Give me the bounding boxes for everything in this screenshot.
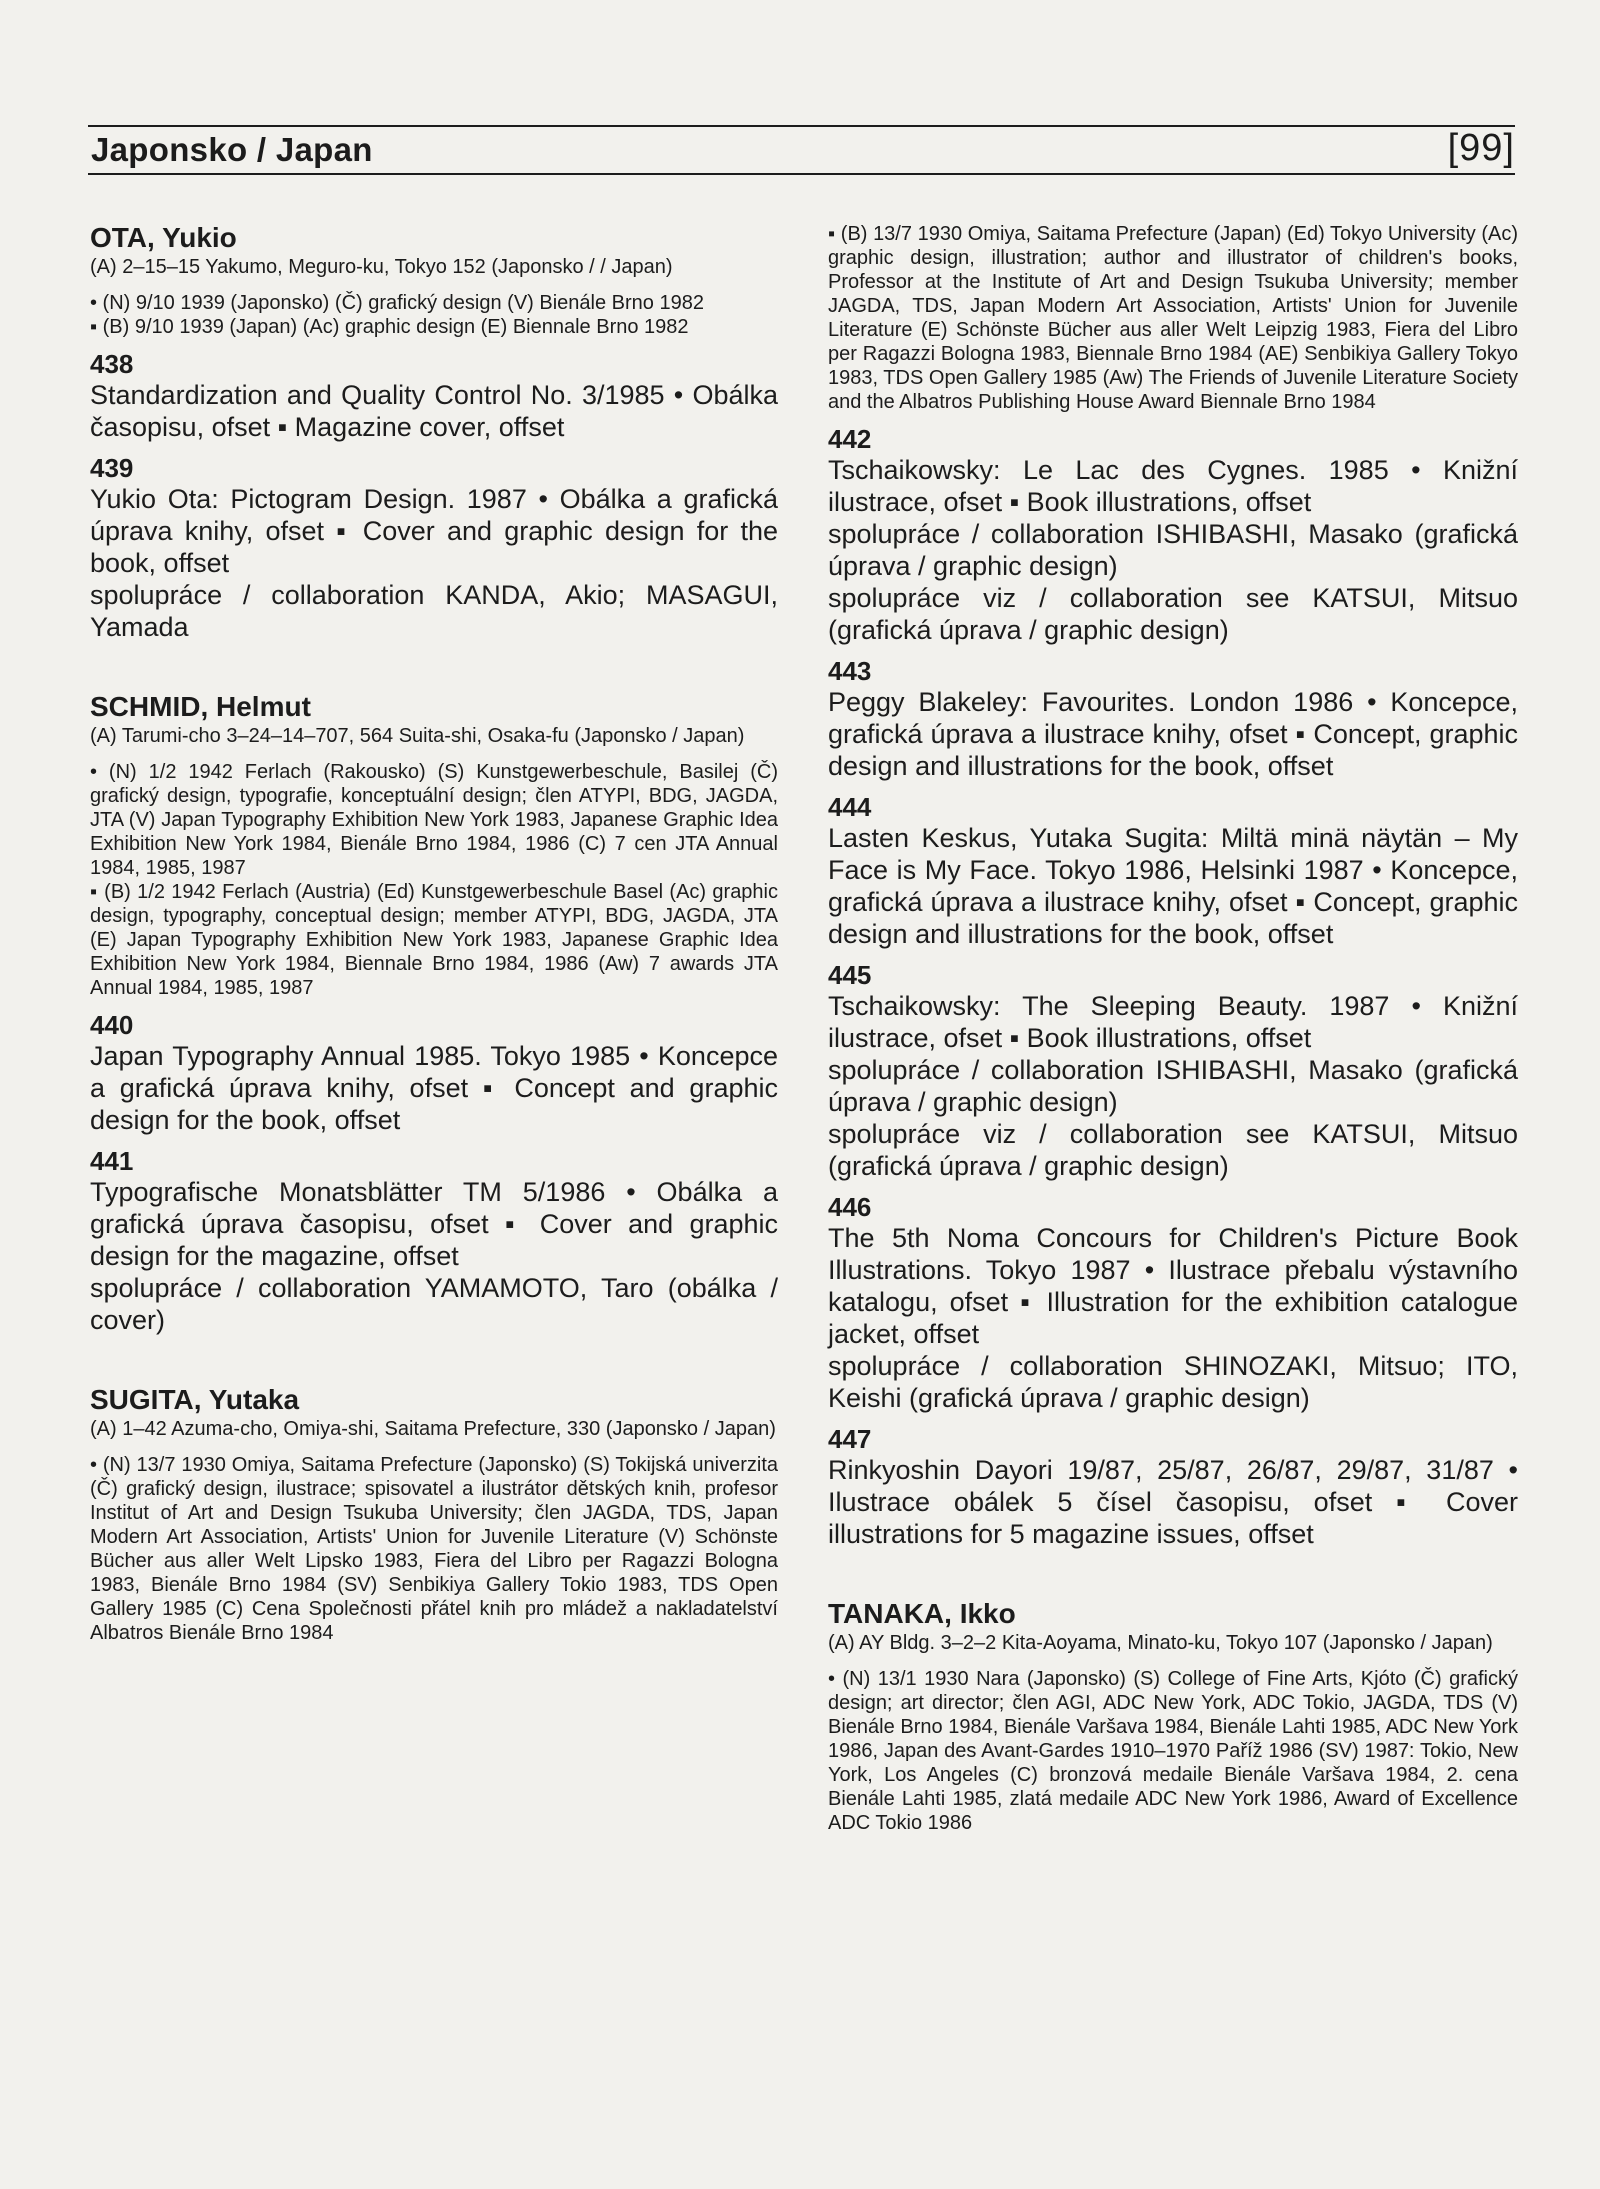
- work-number: 438: [90, 349, 134, 379]
- work-description: Tschaikowsky: Le Lac des Cygnes. 1985 • Knižní ilustrace, ofset ▪ Book illustrations, offset: [828, 455, 1518, 517]
- work-description: Lasten Keskus, Yutaka Sugita: Miltä minä näytän – My Face is My Face. Tokyo 1986, Helsinki 1987 • Koncepce, grafická úprava a ilustrace knihy, ofset ▪ Concept, graphic design and illustrations for the book, offset: [828, 823, 1518, 949]
- artist-bio-czech: • (N) 9/10 1939 (Japonsko) (Č) grafický design (V) Bienále Brno 1982: [90, 292, 704, 314]
- right-column: [828, 222, 1518, 1835]
- work-number: 439: [90, 453, 134, 483]
- page-header: [88, 125, 1515, 175]
- artist-bio-english: ▪ (B) 13/7 1930 Omiya, Saitama Prefecture (Japan) (Ed) Tokyo University (Ac) graphic design, illustration; author and illustrator of children's books, Professor at the Institute of Art and Design Tsukuba University; member JAGDA, TDS, Japan Modern Art Association, Artists' Union for Juvenile Literature (E) Schönste Bücher aus aller Welt Leipzig 1983, Fiera del Libro per Ragazzi Bologna 1983, Biennale Brno 1984 (AE) Senbikiya Gallery Tokyo 1983, TDS Open Gallery 1985 (Aw) The Friends of Juvenile Literature Society and the Albatros Publishing House Award Biennale Brno 1984: [828, 223, 1518, 413]
- page-title: Japonsko / Japan: [91, 131, 373, 168]
- work-collaboration: spolupráce / collaboration ISHIBASHI, Masako (grafická úprava / graphic design): [828, 519, 1518, 581]
- artist-bio-czech: • (N) 13/7 1930 Omiya, Saitama Prefecture (Japonsko) (S) Tokijská univerzita (Č) grafický design, ilustrace; spisovatel a ilustrátor dětských knih, profesor Institut of Art and Design Tsukuba University; člen JAGDA, TDS, Japan Modern Art Association, Artists' Union for Juvenile Literature (V) Schönste Bücher aus aller Welt Lipsko 1983, Fiera del Libro per Ragazzi Bologna 1983, Bienále Brno 1984 (SV) Senbikiya Gallery Tokio 1983, TDS Open Gallery 1985 (C) Cena Společnosti přátel knih pro mládež a nakladatelství Albatros Bienále Brno 1984: [90, 1454, 778, 1644]
- artist-entry-schmid: [90, 691, 778, 1336]
- artist-entry-sugita: [90, 1384, 778, 1645]
- work-collaboration: spolupráce viz / collaboration see KATSUI, Mitsuo (grafická úprava / graphic design): [828, 583, 1518, 645]
- work-number: 441: [90, 1146, 134, 1176]
- page-number: [99]: [1447, 127, 1515, 169]
- artist-address: (A) 1–42 Azuma-cho, Omiya-shi, Saitama Prefecture, 330 (Japonsko / Japan): [90, 1418, 776, 1440]
- artist-entry-tanaka: [828, 1598, 1518, 1835]
- left-column: [90, 222, 778, 1645]
- work-number: 447: [828, 1424, 872, 1454]
- artist-entry-ota: [90, 222, 778, 643]
- work-description: The 5th Noma Concours for Children's Picture Book Illustrations. Tokyo 1987 • Ilustrace přebalu výstavního katalogu, ofset ▪ Illustration for the exhibition catalogue jacket, offset: [828, 1223, 1518, 1349]
- work-number: 445: [828, 960, 872, 990]
- work-description: Standardization and Quality Control No. 3/1985 • Obálka časopisu, ofset ▪ Magazine cover, offset: [90, 380, 778, 442]
- work-description: Tschaikowsky: The Sleeping Beauty. 1987 • Knižní ilustrace, ofset ▪ Book illustrations, offset: [828, 991, 1518, 1053]
- artist-bio-czech: • (N) 13/1 1930 Nara (Japonsko) (S) College of Fine Arts, Kjóto (Č) grafický design; art director; člen AGI, ADC New York, ADC Tokio, JAGDA, TDS (V) Bienále Brno 1984, Bienále Varšava 1984, Bienále Lahti 1985, ADC New York 1986, Japan des Avant-Gardes 1910–1970 Paříž 1986 (SV) 1987: Tokio, New York, Los Angeles (C) bronzová medaile Bienále Varšava 1984, 2. cena Bienále Lahti 1985, zlatá medaile ADC New York 1986, Award of Excellence ADC Tokio 1986: [828, 1668, 1518, 1834]
- artist-address: (A) AY Bldg. 3–2–2 Kita-Aoyama, Minato-ku, Tokyo 107 (Japonsko / Japan): [828, 1632, 1493, 1654]
- work-collaboration: spolupráce viz / collaboration see KATSUI, Mitsuo (grafická úprava / graphic design): [828, 1119, 1518, 1181]
- work-description: Japan Typography Annual 1985. Tokyo 1985 • Koncepce a grafická úprava knihy, ofset ▪ Concept and graphic design for the book, offset: [90, 1041, 778, 1135]
- work-description: Peggy Blakeley: Favourites. London 1986 • Koncepce, grafická úprava a ilustrace knihy, ofset ▪ Concept, graphic design and illustrations for the book, offset: [828, 687, 1518, 781]
- artist-bio-english: ▪ (B) 9/10 1939 (Japan) (Ac) graphic design (E) Biennale Brno 1982: [90, 316, 689, 338]
- work-description: Rinkyoshin Dayori 19/87, 25/87, 26/87, 29/87, 31/87 • Ilustrace obálek 5 čísel časopisu, ofset ▪ Cover illustrations for 5 magazine issues, offset: [828, 1455, 1518, 1549]
- artist-bio-english: ▪ (B) 1/2 1942 Ferlach (Austria) (Ed) Kunstgewerbeschule Basel (Ac) graphic design, typography, conceptual design; member ATYPI, BDG, JAGDA, JTA (E) Japan Typography Exhibition New York 1983, Japanese Graphic Idea Exhibition New York 1984, Biennale Brno 1984, 1986 (Aw) 7 awards JTA Annual 1984, 1985, 1987: [90, 881, 778, 999]
- work-description: Yukio Ota: Pictogram Design. 1987 • Obálka a grafická úprava knihy, ofset ▪ Cover and graphic design for the book, offset: [90, 484, 778, 578]
- artist-name: SCHMID, Helmut: [90, 691, 311, 722]
- work-description: Typografische Monatsblätter TM 5/1986 • Obálka a grafická úprava časopisu, ofset ▪ Cover and graphic design for the magazine, offset: [90, 1177, 778, 1271]
- artist-name: OTA, Yukio: [90, 222, 237, 253]
- work-collaboration: spolupráce / collaboration YAMAMOTO, Taro (obálka / cover): [90, 1273, 778, 1335]
- work-number: 442: [828, 424, 872, 454]
- artist-address: (A) Tarumi-cho 3–24–14–707, 564 Suita-shi, Osaka-fu (Japonsko / Japan): [90, 725, 745, 747]
- artist-name: SUGITA, Yutaka: [90, 1384, 300, 1415]
- artist-address: (A) 2–15–15 Yakumo, Meguro-ku, Tokyo 152 (Japonsko / / Japan): [90, 256, 673, 278]
- work-number: 444: [828, 792, 872, 822]
- work-collaboration: spolupráce / collaboration ISHIBASHI, Masako (grafická úprava / graphic design): [828, 1055, 1518, 1117]
- work-collaboration: spolupráce / collaboration SHINOZAKI, Mitsuo; ITO, Keishi (grafická úprava / graphic design): [828, 1351, 1518, 1413]
- artist-bio-czech: • (N) 1/2 1942 Ferlach (Rakousko) (S) Kunstgewerbeschule, Basilej (Č) grafický design, typografie, konceptuální design; člen ATYPI, BDG, JAGDA, JTA (V) Japan Typography Exhibition New York 1983, Japanese Graphic Idea Exhibition New York 1984, Bienále Brno 1984, 1986 (C) 7 cen JTA Annual 1984, 1985, 1987: [90, 761, 778, 879]
- work-number: 443: [828, 656, 872, 686]
- work-number: 446: [828, 1192, 872, 1222]
- artist-name: TANAKA, Ikko: [828, 1598, 1016, 1629]
- work-collaboration: spolupráce / collaboration KANDA, Akio; MASAGUI, Yamada: [90, 580, 778, 642]
- work-number: 440: [90, 1010, 134, 1040]
